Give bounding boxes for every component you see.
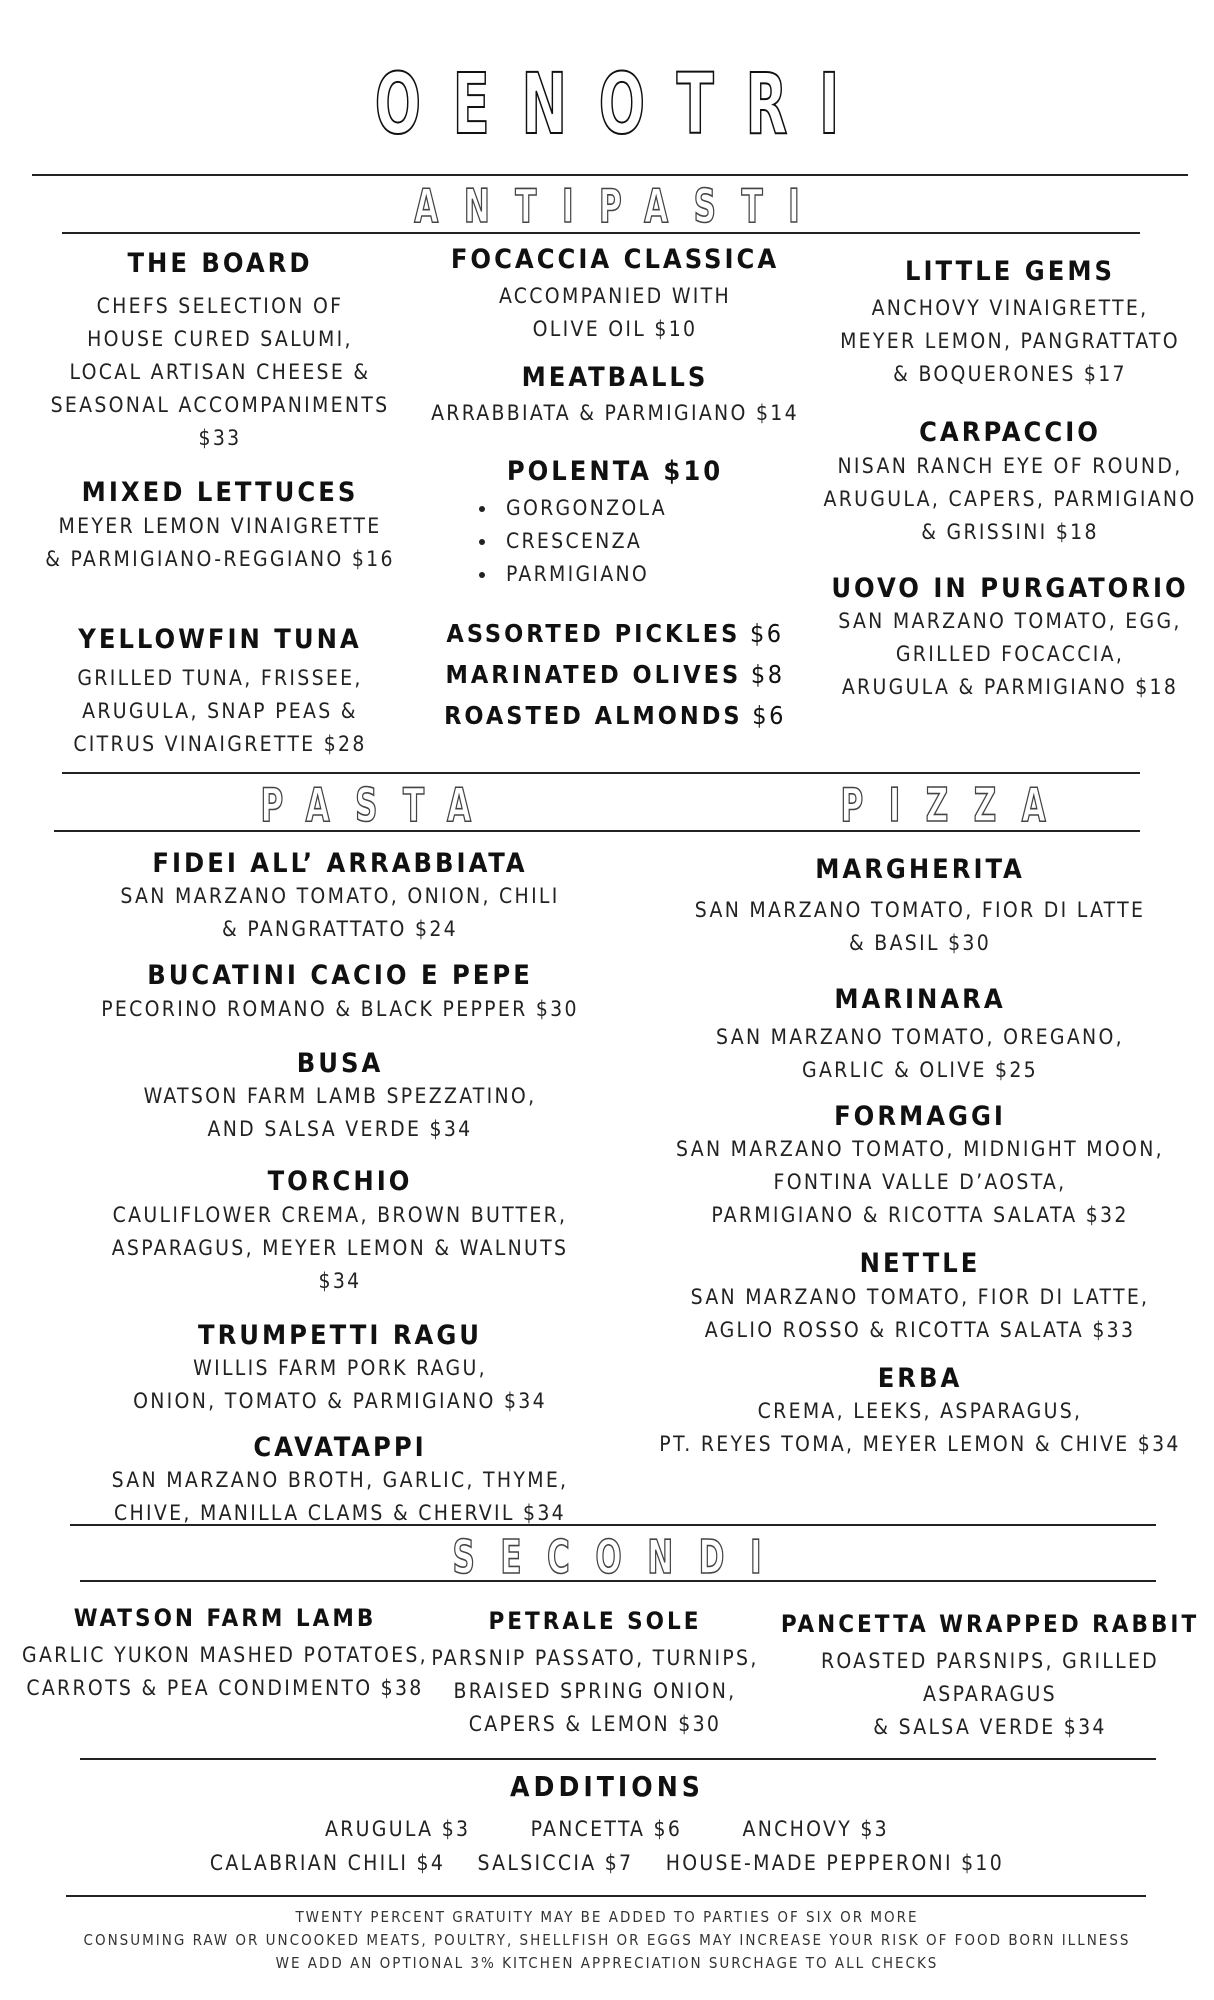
option-list	[420, 492, 810, 591]
item-name: BUCATINI CACIO E PEPE	[147, 960, 533, 992]
snack-list	[420, 613, 810, 736]
item-name: MARINATED OLIVES	[445, 660, 742, 690]
addition-item: HOUSE-MADE PEPPERONI $10	[665, 1850, 1005, 1875]
addition-item: SALSICCIA $7	[477, 1850, 634, 1875]
item-name: MARGHERITA	[815, 854, 1025, 885]
item-name: FOCACCIA CLASSICA	[450, 244, 780, 275]
divider	[70, 1524, 1156, 1526]
item-price: $6	[752, 701, 786, 731]
item-name: PANCETTA WRAPPED RABBIT	[780, 1610, 1200, 1638]
divider	[62, 772, 1140, 774]
item-name: FORMAGGI	[834, 1100, 1006, 1132]
menu-item	[100, 1048, 580, 1146]
section-title-additions: ADDITIONS	[510, 1770, 704, 1803]
item-price: $8	[750, 660, 785, 690]
section-title-pizza: PIZZA	[840, 778, 1072, 832]
divider	[54, 830, 1140, 832]
item-name: FIDEI ALL’ ARRABBIATA	[152, 848, 528, 879]
divider	[66, 1895, 1146, 1897]
item-description: CREMA, LEEKS, ASPARAGUS, PT. REYES TOMA, MEYER LEMON & CHIVE $34	[659, 1398, 1181, 1456]
item-description: SAN MARZANO TOMATO, FIOR DI LATTE & BASIL $30	[694, 898, 1146, 956]
item-name: MARINARA	[834, 984, 1006, 1016]
item-description: ARRABBIATA & PARMIGIANO $14	[431, 400, 799, 425]
menu-item	[820, 256, 1200, 391]
item-description: WILLIS FARM PORK RAGU, ONION, TOMATO & PARMIGIANO $34	[133, 1355, 547, 1413]
item-name: UOVO IN PURGATORIO	[831, 572, 1189, 604]
footer-note: CONSUMING RAW OR UNCOOKED MEATS, POULTRY, SHELLFISH OR EGGS MAY INCREASE YOUR RISK OF FOOD BORN ILLNESS	[83, 1931, 1131, 1949]
item-description: MEYER LEMON VINAIGRETTE & PARMIGIANO-REGGIANO $16	[45, 513, 395, 571]
item-description: NISAN RANCH EYE OF ROUND, ARUGULA, CAPERS, PARMIGIANO & GRISSINI $18	[823, 453, 1197, 544]
menu-item	[100, 848, 580, 946]
additions-block	[0, 1770, 1214, 1880]
secondi-column	[770, 1610, 1210, 1744]
menu-item	[100, 1432, 580, 1530]
snack-item	[420, 654, 810, 695]
divider	[80, 1758, 1156, 1760]
menu-item	[650, 1363, 1190, 1461]
item-description: SAN MARZANO TOMATO, EGG, GRILLED FOCACCIA, ARUGULA & PARMIGIANO $18	[838, 609, 1182, 700]
menu-item	[30, 248, 410, 455]
menu-item	[820, 417, 1200, 548]
item-name: YELLOWFIN TUNA	[78, 623, 362, 655]
item-description: SAN MARZANO TOMATO, MIDNIGHT MOON, FONTINA VALLE D’AOSTA, PARMIGIANO & RICOTTA SALATA $32	[676, 1137, 1164, 1228]
menu-item	[650, 1101, 1190, 1232]
menu-item	[650, 984, 1190, 1086]
footer-note: WE ADD AN OPTIONAL 3% KITCHEN APPRECIATION SURCHAGE TO ALL CHECKS	[275, 1954, 939, 1972]
item-description: GRILLED TUNA, FRISSEE, ARUGULA, SNAP PEAS & CITRUS VINAIGRETTE $28	[73, 666, 367, 757]
item-description: PARSNIP PASSATO, TURNIPS, BRAISED SPRING ONION, CAPERS & LEMON $30	[431, 1645, 759, 1736]
list-item: • GORGONZOLA	[498, 492, 810, 525]
antipasti-left-column	[30, 248, 410, 775]
item-description: ANCHOVY VINAIGRETTE, MEYER LEMON, PANGRATTATO & BOQUERONES $17	[840, 296, 1180, 387]
item-name: NETTLE	[859, 1248, 981, 1280]
addition-item: PANCETTA $6	[530, 1816, 683, 1841]
item-price: $6	[749, 619, 784, 649]
item-description: WATSON FARM LAMB SPEZZATINO, AND SALSA VERDE $34	[143, 1084, 537, 1142]
divider	[32, 174, 1188, 176]
item-description: ROASTED PARSNIPS, GRILLED ASPARAGUS & SALSA VERDE $34	[820, 1648, 1160, 1739]
item-name: LITTLE GEMS	[904, 256, 1115, 287]
additions-row	[0, 1812, 1214, 1846]
item-name: CARPACCIO	[919, 417, 1101, 449]
secondi-column	[420, 1607, 770, 1741]
item-description: ACCOMPANIED WITH OLIVE OIL $10	[498, 284, 732, 342]
item-name: THE BOARD	[127, 248, 313, 279]
menu-item	[30, 477, 410, 575]
section-title-pasta: PASTA	[260, 778, 497, 832]
snack-item	[420, 695, 810, 736]
list-item: • CRESCENZA	[498, 525, 810, 558]
item-name: PETRALE SOLE	[488, 1607, 702, 1635]
addition-item: ARUGULA $3	[325, 1816, 471, 1841]
item-name: MIXED LETTUCES	[81, 477, 359, 509]
item-name: POLENTA $10	[506, 455, 724, 487]
item-description: SAN MARZANO BROTH, GARLIC, THYME, CHIVE, MANILLA CLAMS & CHERVIL $34	[111, 1468, 569, 1526]
snack-item	[420, 613, 810, 654]
item-description: CHEFS SELECTION OF HOUSE CURED SALUMI, LOCAL ARTISAN CHEESE & SEASONAL ACCOMPANIMENTS $33	[50, 294, 390, 451]
footer-note: TWENTY PERCENT GRATUITY MAY BE ADDED TO PARTIES OF SIX OR MORE	[295, 1908, 919, 1926]
item-name: CAVATAPPI	[253, 1431, 427, 1463]
menu-item	[650, 854, 1190, 960]
divider	[62, 232, 1140, 234]
menu-item	[820, 573, 1200, 704]
item-name: BUSA	[296, 1047, 384, 1079]
item-description: SAN MARZANO TOMATO, OREGANO, GARLIC & OLIVE $25	[716, 1024, 1124, 1082]
addition-item: ANCHOVY $3	[742, 1816, 889, 1841]
antipasti-right-column	[820, 256, 1200, 718]
item-name: MEATBALLS	[521, 362, 709, 394]
item-description: SAN MARZANO TOMATO, ONION, CHILI & PANGRATTATO $24	[120, 884, 560, 942]
addition-item: CALABRIAN CHILI $4	[209, 1850, 446, 1875]
item-description: PECORINO ROMANO & BLACK PEPPER $30	[101, 996, 579, 1021]
menu-item	[420, 362, 810, 429]
menu-item	[100, 1320, 580, 1418]
item-description: GARLIC YUKON MASHED POTATOES, CARROTS & PEA CONDIMENTO $38	[22, 1642, 428, 1700]
menu-item	[650, 1248, 1190, 1346]
menu-item	[420, 456, 810, 591]
divider	[80, 1580, 1156, 1582]
secondi-column	[20, 1604, 430, 1705]
item-description: CAULIFLOWER CREMA, BROWN BUTTER, ASPARAGUS, MEYER LEMON & WALNUTS $34	[111, 1202, 569, 1293]
footer	[0, 1906, 1214, 1975]
menu-item	[30, 624, 410, 761]
pasta-column	[100, 848, 580, 1544]
menu-item	[100, 960, 580, 1025]
list-item: • PARMIGIANO	[498, 558, 810, 591]
section-title-secondi: SECONDI	[452, 1530, 787, 1584]
item-name: ERBA	[877, 1362, 963, 1394]
menu-item	[420, 244, 810, 346]
antipasti-middle-column	[420, 244, 810, 736]
pizza-column	[650, 854, 1190, 1475]
item-name: TRUMPETTI RAGU	[198, 1319, 482, 1351]
section-title-antipasti: ANTIPASTI	[414, 179, 826, 233]
item-name: ASSORTED PICKLES	[446, 619, 741, 649]
item-description: SAN MARZANO TOMATO, FIOR DI LATTE, AGLIO ROSSO & RICOTTA SALATA $33	[690, 1284, 1150, 1342]
restaurant-name: OENOTRI	[374, 55, 871, 153]
item-name: TORCHIO	[267, 1166, 413, 1198]
additions-row	[0, 1846, 1214, 1880]
item-name: WATSON FARM LAMB	[73, 1604, 377, 1632]
item-name: ROASTED ALMONDS	[444, 701, 743, 731]
menu-item	[100, 1166, 580, 1297]
